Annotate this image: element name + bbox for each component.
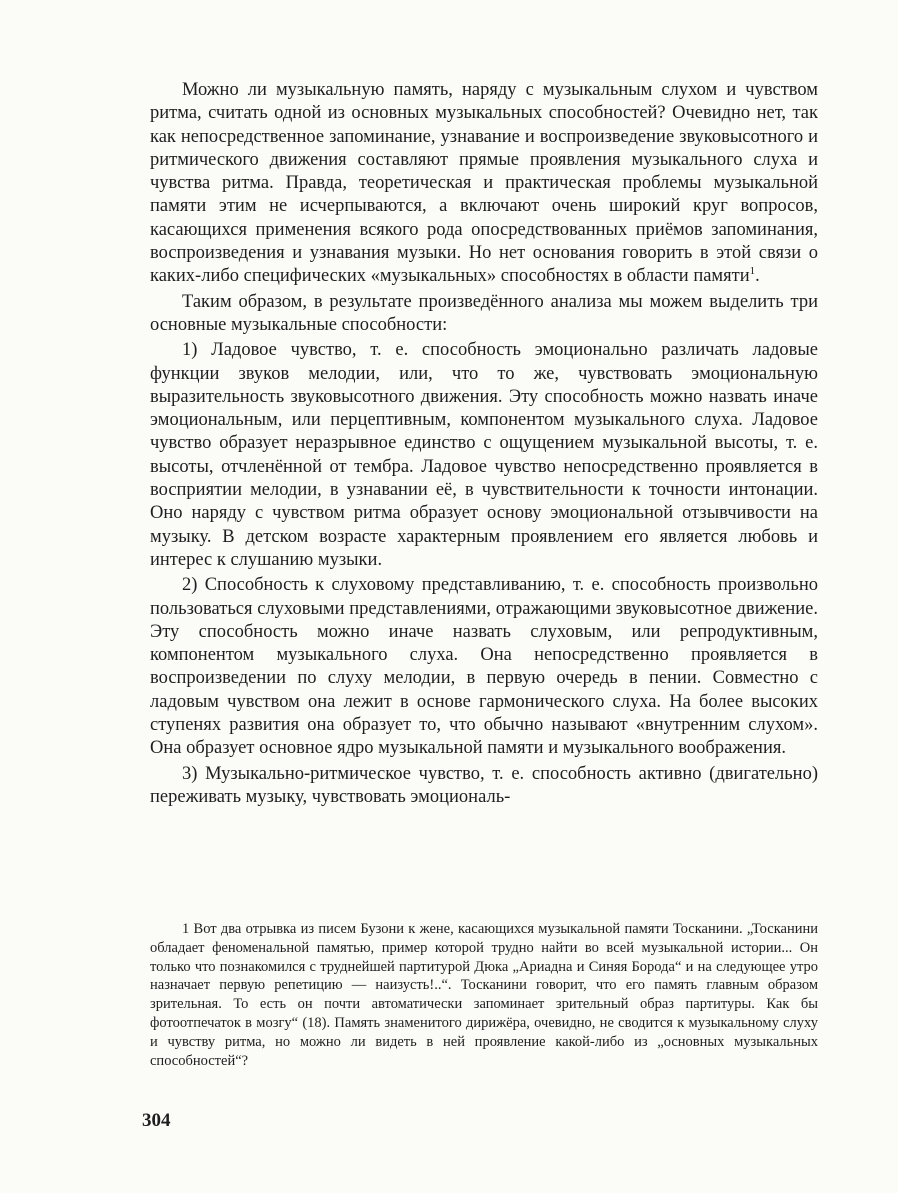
main-text	[150, 79, 818, 809]
footnote-marker: 1	[749, 265, 756, 278]
paragraph-memory: Можно ли музыкальную память, наряду с музыкальным слухом и чувством ритма, считать одной из основных музыкальных способностей? Очевидно нет, так как непосредственное запоминание, узнавание и воспроизведение звуковысотного и ритмического движения составляют прямые проявления музыкального слуха и чувства ритма. Правда, теоретическая и практическая проблемы музыкальной памяти этим не исчерпываются, а включают очень широкий круг вопросов, касающихся применения всякого рода опосредствованных приёмов запоминания, воспроизведения и узнавания музыки. Но нет основания говорить в этой связи о каких-либо специфических «музыкальных» способностях в области памяти$^1$.	[150, 80, 818, 287]
footnote	[150, 920, 818, 1070]
paragraph-rhythm-feeling: 3) Музыкально-ритмическое чувство, т. е. способность активно (двигательно) переживать музыку, чувствовать эмоциональ-	[150, 763, 818, 807]
paragraph-modal-feeling: 1) Ладовое чувство, т. е. способность эмоционально различать ладовые функции звуков мелодии, или, что то же, чувствовать эмоциональную выразительность звуковысотного движения. Эту способность можно назвать иначе эмоциональным, или перцептивным, компонентом музыкального слуха. Ладовое чувство образует неразрывное единство с ощущением музыкальной высоты, т. е. высоты, отчленённой от тембра. Ладовое чувство непосредственно проявляется в восприятии мелодии, в узнавании её, в чувствительности к точности интонации. Оно наряду с чувством ритма образует основу эмоциональной отзывчивости на музыку. В детском возрасте характерным проявлением его является любовь и интерес к слушанию музыки.	[150, 340, 818, 570]
footnote-text: 1 Вот два отрывка из писем Бузони к жене, касающихся музыкальной памяти Тосканини. „Тосканини обладает феноменальной памятью, пример которой трудно найти во всей музыкальной истории... Он только что познакомился с труднейшей партитурой Дюка „Ариадна и Синяя Борода“ и на следующее утро назначает первую репетицию — наизусть!..“. Тосканини говорит, что его память главным образом зрительная. То есть он почти автоматически запоминает зрительный образ партитуры. Как бы фотоотпечаток в мозгу“ (18). Память знаменитого дирижёра, очевидно, не сводится к музыкальному слуху и чувству ритма, но можно ли видеть в ней проявление какой-либо из „основных музыкальных способностей“?	[150, 921, 818, 1069]
page-number: 304	[142, 1110, 171, 1131]
paragraph-auditory-representation: 2) Способность к слуховому представливанию, т. е. способность произвольно пользоваться слуховыми представлениями, отражающими звуковысотное движение. Эту способность можно иначе назвать слуховым, или репродуктивным, компонентом музыкального слуха. Она непосредственно проявляется в воспроизведении по слуху мелодии, в первую очередь в пении. Совместно с ладовым чувством она лежит в основе гармонического слуха. На более высоких ступенях развития она образует то, что обычно называют «внутренним слухом». Она образует основное ядро музыкальной памяти и музыкального воображения.	[150, 575, 818, 759]
paragraph-summary: Таким образом, в результате произведённого анализа мы можем выделить три основные музыкальные способности:	[150, 291, 818, 335]
